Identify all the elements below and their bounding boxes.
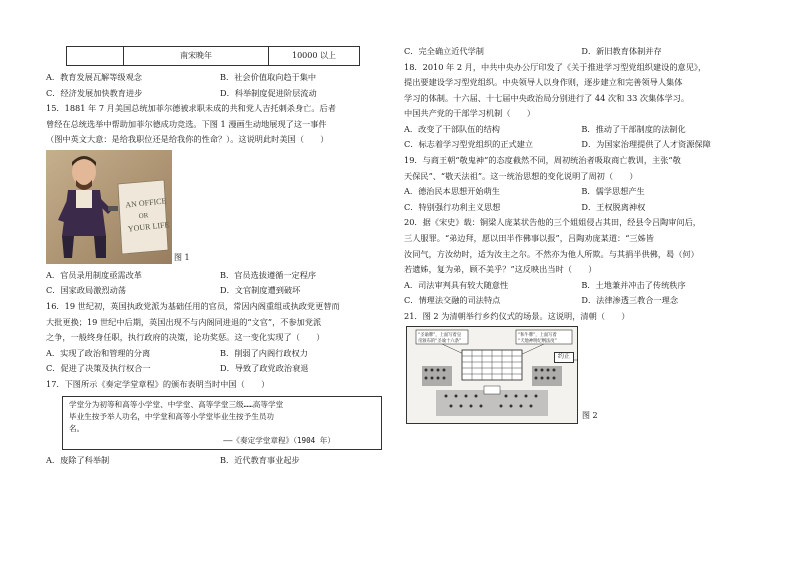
q14-option-c[interactable]: C．经济发展加快教育进步	[46, 87, 143, 98]
q17-option-a[interactable]: A．废除了科举制	[46, 455, 110, 466]
q15-options-row-1	[46, 268, 394, 284]
callout-right-line-1: “和牛牌”，上面写着	[518, 333, 557, 339]
q20-stem-line: 三人服罪。“弟边拜，愿以田半作佛事以报”，吕陶劝庞某道：“三姊皆	[404, 232, 654, 243]
figure-2	[404, 326, 766, 426]
q15-option-d[interactable]: D．文官制度遭到破坏	[220, 285, 301, 296]
right-column	[404, 44, 766, 426]
q20-options-row-2	[404, 293, 766, 309]
poster-text-line-1: AN OFFICE	[124, 196, 167, 210]
q17-stem: 17．下图所示《奏定学堂章程》的颁布表明当时中国（ ）	[46, 378, 270, 389]
q20-option-d[interactable]: D．法律渗透三教合一理念	[581, 295, 679, 306]
callout-left-line-2: 帝颁布的“圣谕十六条”	[418, 339, 462, 345]
q15-stem-line: （图中英文大意：是给我职位还是给我你的性命？）。这说明此时美国（ ）	[46, 134, 329, 145]
table-cell-empty	[67, 47, 124, 66]
q17-options-row-1	[46, 453, 394, 469]
q16-stem	[46, 299, 394, 346]
callout-right-line-2: “天地神明纪纲法度”	[518, 339, 557, 345]
q18-option-c[interactable]: C．标志着学习型党组织的正式建立	[404, 139, 534, 150]
q15-options-row-2	[46, 283, 394, 299]
side-label-yuezheng: 约正	[554, 352, 574, 362]
q16-stem-line: 之争，一般终身任职，执行政府的决策，论功奖惩。这一变化实现了（ ）	[46, 332, 325, 343]
q18-stem-line: 18．2010 年 2 月，中共中央办公厅印发了《关于推进学习型党组织建设的意见》，	[404, 61, 707, 72]
q16-stem-line: 大批更换；19 世纪中后期，英国出现不与内阁同进退的“文官”，不参加党派	[46, 316, 322, 327]
q14-option-d[interactable]: D．科举制度促进阶层流动	[220, 87, 317, 98]
q17-options-row-2	[404, 44, 766, 60]
q19-options-row-2	[404, 200, 766, 216]
q19-stem-line: 19．与商王朝“敬鬼神”的态度截然不同，周初统治者吸取商亡教训，主张“敬	[404, 155, 681, 166]
table-cell-count: 10000 以上	[269, 47, 360, 66]
q16-options-row-2	[46, 361, 394, 377]
q18-option-b[interactable]: B．推动了干部制度的法制化	[581, 123, 686, 134]
cartoon-image	[46, 150, 172, 264]
q14-option-b[interactable]: B．社会价值取向趋于集中	[220, 72, 317, 82]
q17-option-d[interactable]: D．新旧教育体制并存	[581, 46, 662, 56]
q20-stem-line: 20．据《宋史》载：铜梁人庞某状告他的三个姐姐侵占其田，经县令吕陶审问后，	[404, 217, 701, 228]
q18-stem-line: 提出要建设学习型党组织。中央领导人以身作则，逐步建立和完善领导人集体	[404, 77, 683, 88]
poster-text-line-2: OR	[138, 211, 149, 221]
callout-left-line-1: “圣谕牌”，上面写着皇	[418, 333, 462, 339]
q15-stem	[46, 101, 394, 148]
q19-options-row-1	[404, 184, 766, 200]
data-table	[66, 46, 360, 66]
q19-stem	[404, 153, 766, 184]
q16-option-a[interactable]: A．实现了政治和管理的分离	[46, 347, 151, 358]
q15-option-b[interactable]: B．官员选拔遵循一定程序	[220, 269, 317, 280]
q20-stem-line: 若遗姊，复为弟，顾不美乎？”这反映出当时（ ）	[404, 264, 597, 275]
figure-2-label: 图 2	[582, 411, 598, 421]
q15-stem-line: 曾经在总统选举中帮助加菲尔德成功竞选。下图 1 漫画生动地展现了这一事件	[46, 118, 327, 129]
q19-option-d[interactable]: D．王权脱离神权	[581, 201, 646, 212]
q16-stem-line: 16．19 世纪初，英国执政党派为基础任用的官员，常因内阁重组或执政党更替而	[46, 301, 340, 312]
q16-options-row-1	[46, 346, 394, 362]
q18-option-a[interactable]: A．改变了干部队伍的结构	[404, 123, 500, 134]
q17-quote-line: 名。	[69, 423, 85, 433]
figure-1	[46, 150, 394, 268]
q15-option-c[interactable]: C．国家政局激烈动荡	[46, 285, 126, 296]
q17-option-b[interactable]: B．近代教育事业起步	[220, 455, 300, 466]
q15-option-a[interactable]: A．官员录用制度亟需改革	[46, 269, 142, 280]
q14-options-row-2	[46, 86, 394, 102]
q18-options-row-1	[404, 122, 766, 138]
q18-stem-line: 中国共产党的干部学习机制（ ）	[404, 108, 536, 119]
q16-option-d[interactable]: D．导致了政党政治衰退	[220, 363, 309, 374]
q17-quote-source: ——《奏定学堂章程》（1904 年）	[223, 435, 335, 445]
q21-stem: 21．图 2 为清朝举行乡约仪式的场景。这说明，清朝（ ）	[404, 310, 630, 321]
q18-stem	[404, 60, 766, 122]
q19-option-a[interactable]: A．德治民本思想开始萌生	[404, 186, 500, 197]
poster-text-line-3: YOUR LIFE	[127, 220, 170, 234]
q17-quote-line: 学堂分为初等和高等小学堂、中学堂、高等学堂三级……高等学堂	[69, 399, 284, 409]
q20-stem-line: 汝同气，方汝幼时，适为汝主之尔。不然亦为他人所欺。与其捐半供佛，曷（何）	[404, 248, 699, 259]
q17-quote-box	[62, 396, 382, 451]
q19-option-b[interactable]: B．儒学思想产生	[581, 186, 645, 197]
q15-stem-line: 15．1881 年 7 月美国总统加菲尔德被求职未成的共和党人吉托刺杀身亡。后者	[46, 103, 336, 114]
q14-options-row-1	[46, 70, 394, 86]
q16-option-c[interactable]: C．促进了决策及执行权合一	[46, 363, 151, 374]
q19-stem-line: 天保民”、“敬天法祖”。这一统治思想的变化说明了周初（ ）	[404, 170, 638, 181]
table-cell-period: 南宋晚年	[124, 47, 269, 66]
q18-stem-line: 学习的体制。十六届、十七届中央政治局分别进行了 44 次和 33 次集体学习。	[404, 92, 690, 103]
q20-option-a[interactable]: A．司法审判具有较大随意性	[404, 279, 509, 290]
q18-option-d[interactable]: D．为国家治理提供了人才资源保障	[581, 139, 711, 150]
figure-1-label: 图 1	[174, 252, 190, 262]
q20-options-row-1	[404, 278, 766, 294]
q20-option-c[interactable]: C．情理法交融的司法特点	[404, 295, 501, 306]
q18-options-row-2	[404, 137, 766, 153]
q14-option-a[interactable]: A．教育发展瓦解等级观念	[46, 72, 142, 82]
ceremony-illustration	[406, 326, 578, 424]
q20-stem	[404, 215, 766, 277]
q17-option-c[interactable]: C．完全确立近代学制	[404, 46, 484, 56]
q20-option-b[interactable]: B．土地兼并冲击了传统秩序	[581, 279, 686, 290]
q17-quote-line: 毕业生按予举人功名，中学堂和高等小学堂毕业生按予生员功	[69, 411, 275, 421]
q16-option-b[interactable]: B．削弱了内阁行政权力	[220, 347, 308, 358]
left-column	[46, 0, 394, 469]
q19-option-c[interactable]: C．特别强行功利主义思想	[404, 201, 501, 212]
